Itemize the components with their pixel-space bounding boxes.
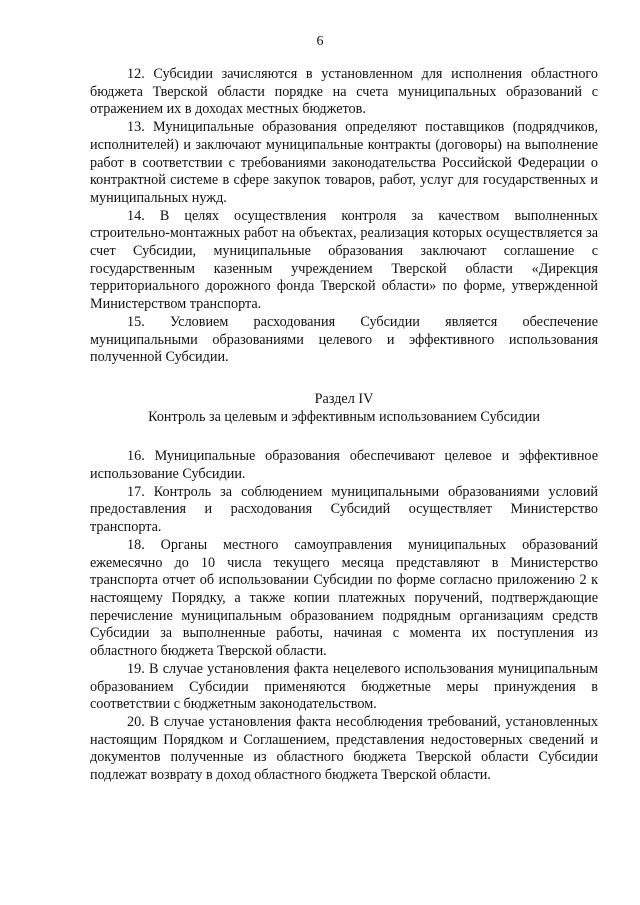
paragraph-16: 16. Муниципальные образования обеспечивают целевое и эффективное использование Субсидии. <box>90 448 598 483</box>
section-title: Контроль за целевым и эффективным использованием Субсидии <box>148 408 540 425</box>
paragraph-13: 13. Муниципальные образования определяют поставщиков (подрядчиков, исполнителей) и заключают муниципальные контракты (договоры) на выполнение работ в соответствии с требованиями законодательства Российской Федерации о контрактной системе в сфере закупок товаров, работ, услуг для государственных и муниципальных нужд. <box>90 119 598 206</box>
paragraph-17: 17. Контроль за соблюдением муниципальными образованиями условий предоставления и расходования Субсидий осуществляет Министерство транспорта. <box>90 483 598 536</box>
paragraph-12: 12. Субсидии зачисляются в установленном для исполнения областного бюджета Тверской области порядке на счета муниципальных образований с отражением их в доходах местных бюджетов. <box>90 66 598 118</box>
paragraph-20: 20. В случае установления факта несоблюдения требований, установленных настоящим Порядком и Соглашением, представления недостоверных сведений и документов полученные из областного бюджета Тверской области Субсидии подлежат возврату в доход областного бюджета Тверской области. <box>90 713 598 784</box>
paragraph-15: 15. Условием расходования Субсидии является обеспечение муниципальными образованиями целевого и эффективного использования полученной Субсидии. <box>90 313 598 366</box>
paragraph-19: 19. В случае установления факта нецелевого использования муниципальным образованием Субсидии применяются бюджетные меры принуждения в соответствии с бюджетным законодательством. <box>90 660 598 713</box>
paragraph-18: 18. Органы местного самоуправления муниципальных образований ежемесячно до 10 числа текущего месяца представляют в Министерство транспорта отчет об использовании Субсидии по форме согласно приложению 2 к настоящему Порядку, а также копии платежных поручений, подтверждающие перечисление муниципальным образованием подрядным организациям средств Субсидии за выполненные работы, начиная с момента их поступления из областного бюджета Тверской области. <box>90 536 598 660</box>
paragraph-14: 14. В целях осуществления контроля за качеством выполненных строительно-монтажных работ на объектах, реализация которых осуществляется за счет Субсидии, муниципальные образования заключают соглашение с государственным казенным учреждением Тверской области «Дирекция территориального дорожного фонда Тверской области» по форме, утвержденной Министерством транспорта. <box>90 207 598 313</box>
document-body <box>90 66 598 785</box>
section-label: Раздел IV <box>314 390 374 407</box>
page-number: 6 <box>316 34 324 49</box>
